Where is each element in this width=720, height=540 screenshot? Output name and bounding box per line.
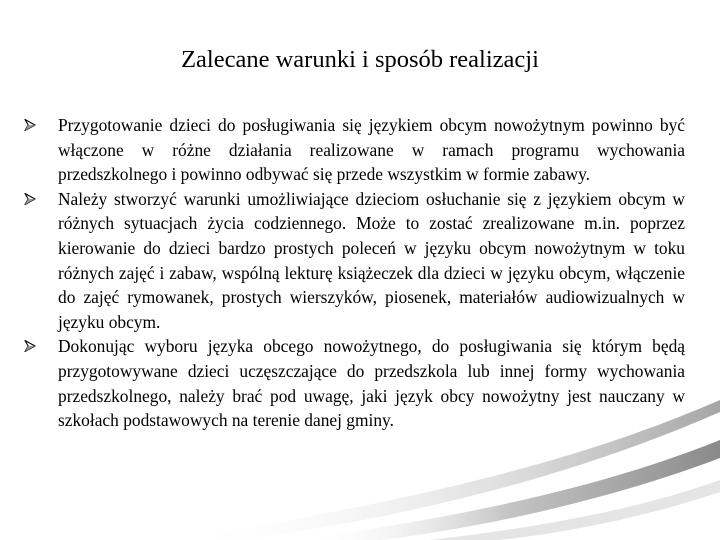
bullet-item xyxy=(58,334,685,432)
bullet-text: Przygotowanie dzieci do posługiwania się językiem obcym nowożytnym powinno być włączone w różne działania realizowane w ramach programu wychowania przedszkolnego i powinno odbywać się przede wszystkim w formie zabawy. xyxy=(58,115,685,185)
bullet-item xyxy=(58,187,685,335)
bullet-item xyxy=(58,113,685,187)
arrowhead-bullet-icon xyxy=(24,340,36,352)
arrowhead-bullet-icon xyxy=(24,193,36,205)
arrowhead-bullet-icon xyxy=(24,119,36,131)
bullet-text: Dokonując wyboru języka obcego nowożytnego, do posługiwania się którym będą przygotowywane dzieci uczęszczające do przedszkola lub innej formy wychowania przedszkolnego, należy brać pod uwagę, jaki język obcy nowożytny jest nauczany w szkołach podstawowych na terenie danej gminy. xyxy=(58,336,685,431)
bullet-list xyxy=(58,113,685,433)
slide-title: Zalecane warunki i sposób realizacji xyxy=(181,46,539,73)
bullet-text: Należy stworzyć warunki umożliwiające dzieciom osłuchanie się z językiem obcym w różnych sytuacjach życia codziennego. Może to zostać zrealizowane m.in. poprzez kierowanie do dzieci bardzo prostych poleceń w języku obcym nowożytnym w toku różnych zajęć i zabaw, wspólną lekturę książeczek dla dzieci w języku obcym, włączenie do zajęć rymowanek, prostych wierszyków, piosenek, materiałów audiowizualnych w języku obcym. xyxy=(58,188,685,332)
